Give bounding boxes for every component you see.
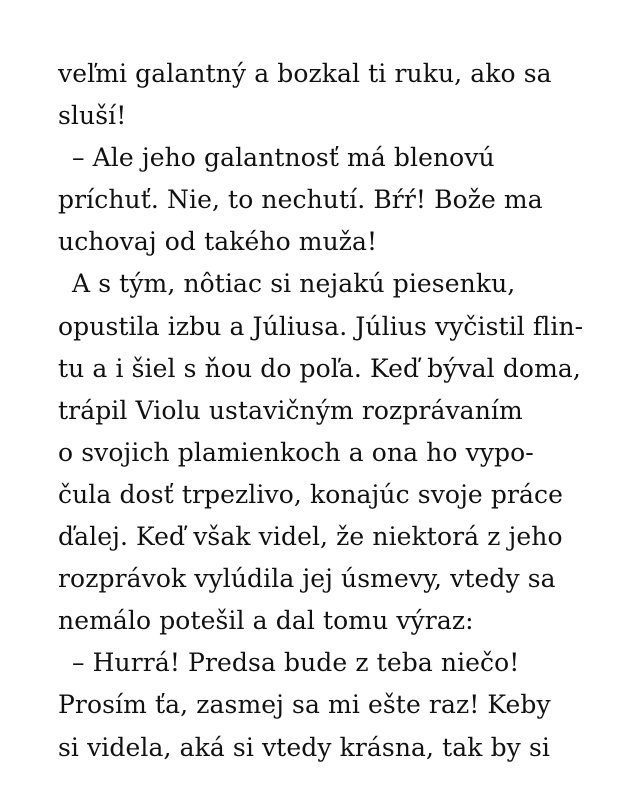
text-line: o svojich plamienkoch a ona ho vypo- bbox=[58, 437, 534, 467]
text-line: uchovaj od takého muža! bbox=[58, 227, 378, 257]
text-line: trápil Violu ustavičným rozprávaním bbox=[58, 395, 523, 425]
text-line: – Ale jeho galantnosť má blenovú bbox=[72, 143, 495, 173]
text-line: A s tým, nôtiac si nejakú piesenku, bbox=[72, 269, 516, 299]
text-line: príchuť. Nie, to nechutí. Bŕŕ! Bože ma bbox=[58, 185, 543, 215]
text-line: opustila izbu a Júliusa. Július vyčistil flin- bbox=[58, 311, 584, 341]
text-line: veľmi galantný a bozkal ti ruku, ako sa bbox=[58, 59, 552, 88]
text-line: Prosím ťa, zasmej sa mi ešte raz! Keby bbox=[58, 690, 551, 720]
body-text bbox=[58, 53, 618, 769]
text-line: tu a i šiel s ňou do poľa. Keď býval doma, bbox=[58, 353, 581, 383]
text-line: sluší! bbox=[58, 101, 127, 131]
text-line: nemálo potešil a dal tomu výraz: bbox=[58, 606, 474, 636]
text-line: ďalej. Keď však videl, že niektorá z jeho bbox=[58, 522, 563, 552]
text-line: si videla, aká si vtedy krásna, tak by si bbox=[58, 732, 550, 762]
text-line: rozprávok vylúdila jej úsmevy, vtedy sa bbox=[58, 564, 556, 594]
text-line: čula dosť trpezlivo, konajúc svoje práce bbox=[58, 479, 564, 509]
text-line: – Hurrá! Predsa bude z teba niečo! bbox=[72, 648, 520, 678]
